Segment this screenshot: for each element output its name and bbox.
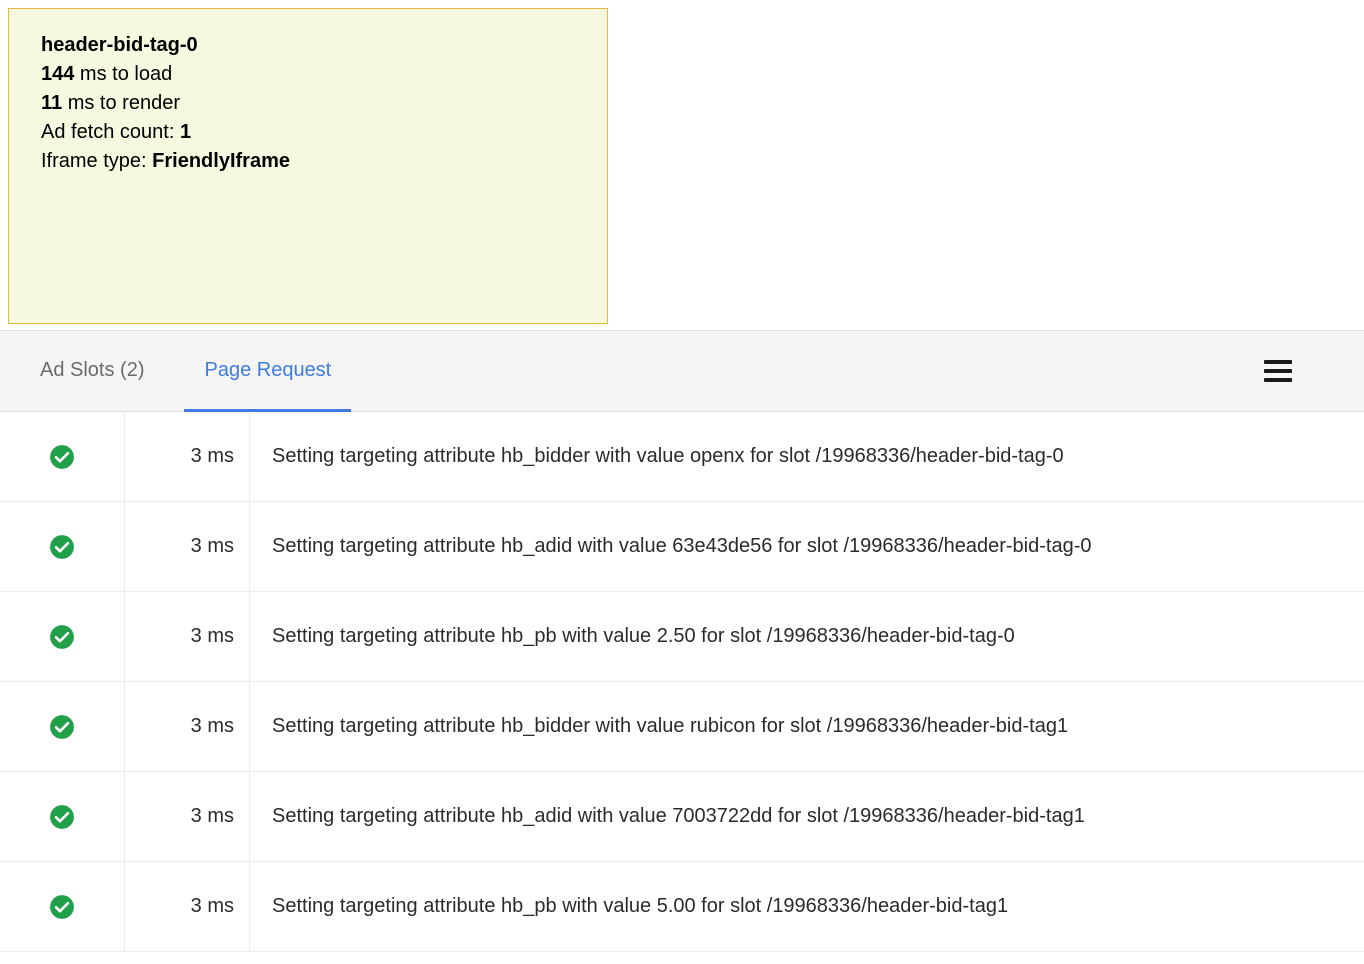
row-status-cell (0, 772, 125, 861)
row-time: 3 ms (125, 862, 250, 951)
success-check-icon (49, 444, 75, 470)
ad-slot-title: header-bid-tag-0 (41, 34, 198, 56)
row-status-cell (0, 682, 125, 771)
iframe-type-line: Iframe type: FriendlyIframe (41, 150, 290, 172)
tab-bar (0, 330, 1364, 412)
table-row[interactable] (0, 772, 1364, 862)
row-status-cell (0, 412, 125, 501)
ad-slot-info-card (8, 8, 608, 324)
tab-list (0, 331, 351, 413)
table-row[interactable] (0, 862, 1364, 952)
row-message: Setting targeting attribute hb_pb with value 5.00 for slot /19968336/header-bid-tag1 (272, 895, 1009, 917)
load-time-line: 144 ms to load (41, 63, 173, 85)
row-status-cell (0, 502, 125, 591)
row-message: Setting targeting attribute hb_bidder with value rubicon for slot /19968336/header-bid-tag1 (272, 715, 1069, 737)
row-status-cell (0, 592, 125, 681)
ad-fetch-count-line: Ad fetch count: 1 (41, 121, 192, 143)
row-message: Setting targeting attribute hb_pb with value 2.50 for slot /19968336/header-bid-tag-0 (272, 625, 1015, 647)
success-check-icon (49, 894, 75, 920)
row-time: 3 ms (125, 592, 250, 681)
success-check-icon (49, 714, 75, 740)
row-message: Setting targeting attribute hb_adid with value 7003722dd for slot /19968336/header-bid-tag1 (272, 805, 1085, 827)
tab-ad-slots-label: Ad Slots (2) (40, 358, 145, 381)
tab-page-request[interactable] (184, 331, 351, 413)
menu-bar-3 (1264, 378, 1292, 382)
success-check-icon (49, 534, 75, 560)
row-status-cell (0, 862, 125, 951)
row-message: Setting targeting attribute hb_bidder with value openx for slot /19968336/header-bid-tag-0 (272, 445, 1064, 467)
table-row[interactable] (0, 412, 1364, 502)
page-request-log-table (0, 412, 1364, 952)
tab-page-request-label: Page Request (204, 358, 332, 381)
success-check-icon (49, 624, 75, 650)
render-time-line: 11 ms to render (41, 92, 180, 114)
hamburger-menu-icon[interactable] (1264, 360, 1292, 382)
row-time: 3 ms (125, 682, 250, 771)
tab-ad-slots[interactable] (20, 331, 164, 413)
menu-bar-1 (1264, 360, 1292, 364)
table-row[interactable] (0, 592, 1364, 682)
row-time: 3 ms (125, 772, 250, 861)
menu-bar-2 (1264, 369, 1292, 373)
row-time: 3 ms (125, 502, 250, 591)
success-check-icon (49, 804, 75, 830)
table-row[interactable] (0, 682, 1364, 772)
table-row[interactable] (0, 502, 1364, 592)
row-message: Setting targeting attribute hb_adid with value 63e43de56 for slot /19968336/header-bid-tag-0 (272, 535, 1092, 557)
row-time: 3 ms (125, 412, 250, 501)
